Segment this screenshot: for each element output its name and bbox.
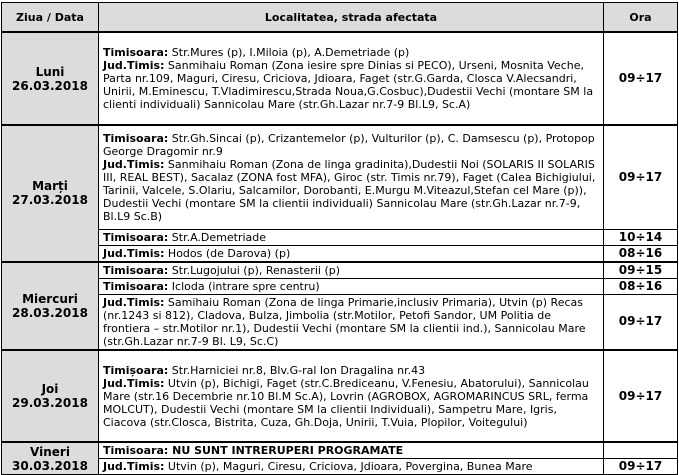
day-date: 30.03.2018 [12, 458, 88, 473]
location-tag: Jud.Timis: [103, 295, 165, 309]
day-cell [2, 350, 99, 442]
day-name: Miercuri [22, 291, 78, 306]
sub-row [2, 278, 678, 294]
location-tag: Timisoara: [103, 263, 169, 277]
locations-cell [99, 125, 604, 229]
locations-cell [99, 350, 604, 442]
header-place: Localitatea, strada afectata [99, 3, 604, 33]
outage-schedule-table [1, 2, 678, 475]
location-text: Str.Mures (p), I.Miloia (p), A.Demetriade (p) [168, 46, 410, 59]
location-tag: Jud.Timis: [103, 376, 165, 390]
locations-cell [99, 229, 604, 245]
time-cell: 08÷16 [604, 278, 678, 294]
time-cell: 09÷17 [604, 32, 678, 125]
day-cell [2, 262, 99, 351]
header-time: Ora [604, 3, 678, 33]
locations-cell [99, 262, 604, 279]
header-row [2, 3, 678, 33]
day-row-luni [2, 32, 678, 125]
time-cell: 09÷17 [604, 125, 678, 229]
location-text: Utvin (p), Bichigi, Faget (str.C.Brediceanu, V.Fenesiu, Abatorului), Sannicolau Mare (str.16 Decembrie nr.10 Bl.M Sc.A), Lovrin (AGROBOX, AGROMARINCUS SRL, ferma MOLCUT), Dudestii Vechi (montare SM la clientii Individuali), Sampetru Mare, Igris, Ciacova (str.Closca, Bistrita, Cuza, Gh.Doja, Unirii, T.Vuia, Plopilor, Voitegului) [103, 376, 589, 429]
locations-cell [99, 32, 604, 125]
locations-cell [99, 442, 604, 459]
sub-row [2, 294, 678, 350]
header-day: Ziua / Data [2, 3, 99, 33]
location-tag: Jud.Timis: [103, 59, 165, 72]
time-cell: 09÷17 [604, 294, 678, 350]
day-row-vineri [2, 442, 678, 459]
time-cell: 10÷14 [604, 229, 678, 245]
time-cell [604, 442, 678, 459]
location-tag: Timisoara: [103, 230, 169, 244]
locations-cell [99, 278, 604, 294]
day-row-joi [2, 350, 678, 442]
locations-cell [99, 459, 604, 475]
location-tag: Timișoara: [103, 363, 169, 377]
location-text: Sanmihaiu Roman (Zona iesire spre Dinias si PECO), Urseni, Mosnita Veche, Parta nr.109, Maguri, Ciresu, Criciova, Jdioara, Faget (str.G.Garda, Closca V.Alecsandri, Unirii, M.Eminescu, T.Vladimirescu,Strada Noua,G.Cosbuc),Dudestii Vechi (montare SM la clienti individuali) Sannicolau Mare (str.Gh.Lazar nr.7-9 Bl.L9, Sc.A) [103, 59, 594, 111]
locations-cell [99, 245, 604, 262]
location-tag: Timisoara: [103, 279, 169, 293]
location-tag: Timisoara: [103, 444, 169, 457]
location-text: Sanmihaiu Roman (Zona de linga gradinita),Dudestii Noi (SOLARIS II SOLARIS III, REAL BEST), Sacalaz (ZONA fost MFA), Giroc (str. Timis nr.79), Faget (Calea Bichigiului, Tarinii, Valcele, S.Olariu, Salcamilor, Dorobanti, E.Murgu M.Viteazul,Stefan cel Mare (p)), Dudestii Vechi (montare SM la clientii individuali) Sannicolau Mare (str.Gh.Lazar nr.7-9, Bl.L9 Sc.B) [103, 157, 596, 223]
time-cell: 09÷17 [604, 459, 678, 475]
time-cell: 09÷15 [604, 262, 678, 279]
time-cell: 09÷17 [604, 350, 678, 442]
day-cell [2, 442, 99, 475]
location-tag: Jud.Timis: [103, 157, 165, 171]
day-row-marti [2, 125, 678, 229]
day-cell [2, 125, 99, 262]
day-date: 27.03.2018 [12, 193, 88, 208]
location-text: NU SUNT INTRERUPERI PROGRAMATE [168, 444, 404, 457]
location-tag: Timisoara: [103, 131, 169, 145]
sub-row [2, 459, 678, 475]
day-date: 28.03.2018 [12, 305, 88, 320]
location-text: Str.Harniciei nr.8, Blv.G-ral Ion Dragalina nr.43 [168, 363, 426, 377]
day-name: Marți [32, 179, 68, 194]
day-name: Vineri [30, 444, 70, 459]
location-text: Icloda (intrare spre centru) [168, 279, 320, 293]
location-tag: Jud.Timis: [103, 460, 165, 473]
sub-row [2, 245, 678, 262]
sub-row [2, 229, 678, 245]
location-text: Samihaiu Roman (Zona de linga Primarie,inclusiv Primaria), Utvin (p) Recas (nr.1243 si 812), Cladova, Bulza, Jimbolia (str.Motilor, Petofi Sandor, UM Politia de frontiera – str.Motilor nr.1), Dudestii Vechi (montare SM la clientii ind.), Sannicolau Mare (str.Gh.Lazar nr.7-9 Bl. L9, Sc.C) [103, 295, 586, 348]
day-name: Luni [35, 64, 65, 79]
location-text: Str.Gh.Sincai (p), Crizantemelor (p), Vulturilor (p), C. Damsescu (p), Protopop George Dragomir nr.9 [103, 131, 595, 158]
time-cell: 08÷16 [604, 245, 678, 262]
day-date: 29.03.2018 [12, 396, 88, 410]
location-text: Str.Lugojului (p), Renasterii (p) [168, 263, 341, 277]
locations-cell [99, 294, 604, 350]
location-text: Utvin (p), Maguri, Ciresu, Criciova, Jdioara, Povergina, Bunea Mare [164, 460, 533, 473]
location-tag: Jud.Timis: [103, 246, 165, 260]
location-text: Str.A.Demetriade [168, 230, 267, 244]
location-tag: Timisoara: [103, 46, 169, 59]
day-row-miercuri [2, 262, 678, 279]
day-name: Joi [41, 382, 59, 396]
day-cell [2, 32, 99, 125]
location-text: Hodos (de Darova) (p) [164, 246, 291, 260]
day-date: 26.03.2018 [12, 78, 88, 93]
